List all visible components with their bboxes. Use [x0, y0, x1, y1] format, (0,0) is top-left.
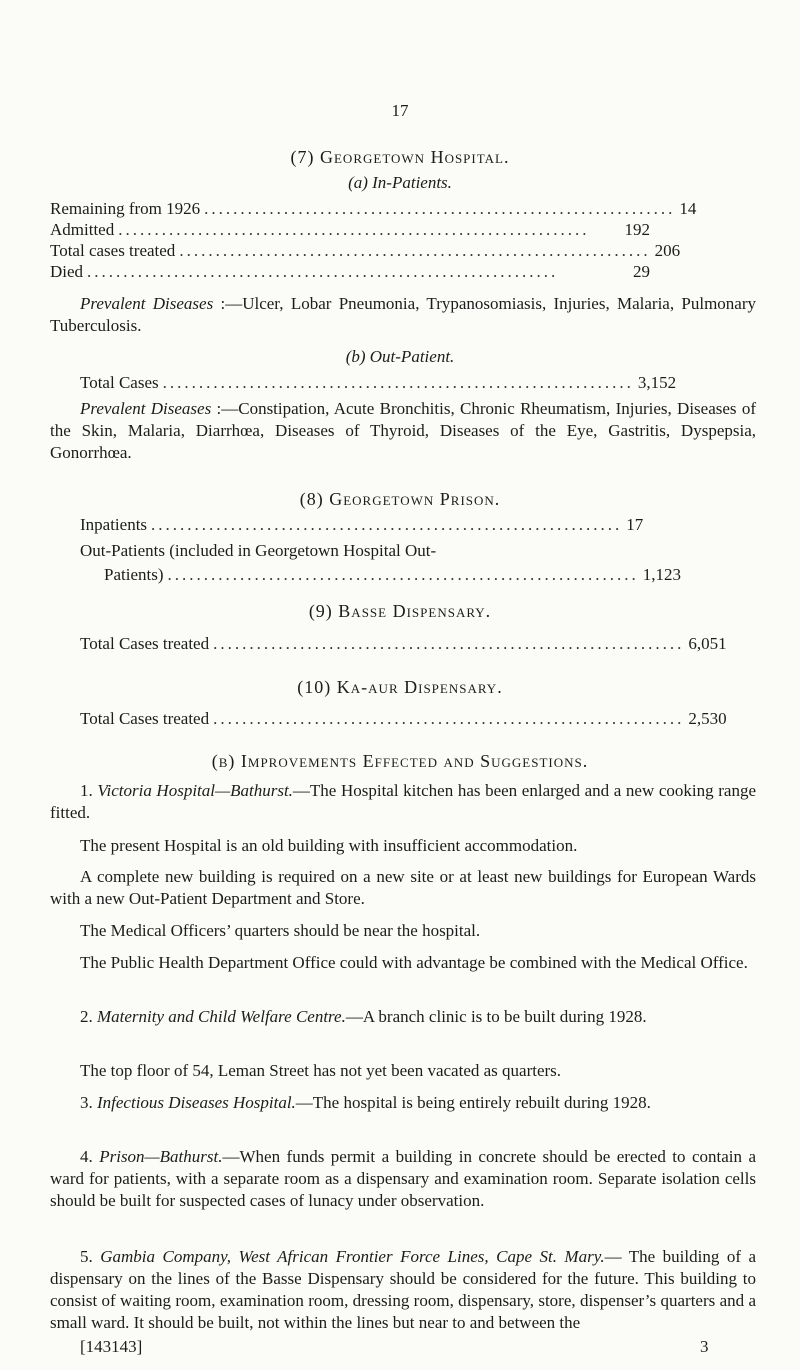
- paragraph-5: [50, 952, 756, 974]
- row-label: Admitted: [50, 220, 115, 239]
- prevalent-text: :—Ulcer, Lobar Pneumonia, Trypanosomiasis, Injuries, Malaria, Pulmonary Tuberculosis.: [50, 294, 756, 335]
- row-value: 14: [679, 199, 697, 218]
- prevalent-label: Prevalent Diseases: [80, 399, 212, 418]
- page-number: 17: [391, 101, 409, 120]
- paragraph-8: [50, 1092, 756, 1114]
- leader-dots: .................................................................: [179, 241, 651, 260]
- print-code: [143143]: [80, 1337, 143, 1356]
- para-heading: Prison—Bathurst.: [99, 1147, 223, 1166]
- para-number: 4.: [80, 1147, 100, 1166]
- para-heading: Gambia Company, West African Frontier Force Lines, Cape St. Mary.: [100, 1247, 605, 1266]
- row-label: Patients): [104, 565, 164, 584]
- row-remaining: [50, 198, 697, 220]
- para-text: — The building of a dispensary on the lines of the Basse Dispensary should be considered for the future. This building to consist of waiting room, examination room, dressing room, dispensary, store, dispenser’s quarters and a small ward. It should be built, not within the lines but near to and between the: [50, 1247, 757, 1332]
- row-label: Inpatients: [80, 515, 148, 534]
- signature-mark: 3: [700, 1337, 709, 1356]
- para-text: The top floor of 54, Leman Street has not yet been vacated as quarters.: [80, 1061, 562, 1080]
- row-value: 6,051: [688, 634, 727, 653]
- para-text: The Public Health Department Office could with advantage be combined with the Medical Office.: [80, 953, 748, 972]
- leader-dots: .................................................................: [87, 262, 559, 281]
- section-9-title: (9) Basse Dispensary.: [308, 601, 492, 621]
- para-text: The Medical Officers’ quarters should be near the hospital.: [80, 921, 481, 940]
- in-patients-heading: (a) In-Patients.: [348, 173, 452, 192]
- row-label: Died: [50, 262, 84, 281]
- row-basse-total: [80, 633, 727, 655]
- row-label: Total Cases treated: [80, 709, 210, 728]
- para-text: —The Hospital kitchen has been enlarged and a new cooking range fitted.: [50, 781, 756, 822]
- out-patient-prevalent: [50, 398, 756, 464]
- row-value: 1,123: [642, 565, 681, 584]
- para-text: The present Hospital is an old building with insufficient accommodation.: [80, 836, 578, 855]
- section-b-title: (b) Improvements Effected and Suggestions.: [211, 751, 589, 771]
- out-patients-line: Out-Patients (included in Georgetown Hospital Out-: [80, 541, 437, 560]
- prevalent-label: Prevalent Diseases: [80, 294, 214, 313]
- leader-dots: .................................................................: [213, 634, 685, 653]
- para-heading: Infectious Diseases Hospital.: [97, 1093, 296, 1112]
- row-kaaur-total: [80, 708, 727, 730]
- row-label: Total Cases treated: [80, 634, 210, 653]
- paragraph-10: [50, 1246, 756, 1334]
- leader-dots: .................................................................: [167, 565, 639, 584]
- section-7-title: (7) Georgetown Hospital.: [290, 147, 510, 167]
- paragraph-3: [50, 866, 756, 910]
- row-inpatients: [80, 514, 644, 536]
- leader-dots: .................................................................: [162, 373, 634, 392]
- para-number: 1.: [80, 781, 98, 800]
- para-text: —A branch clinic is to be built during 1928.: [345, 1007, 647, 1026]
- row-out-patients: [104, 564, 681, 586]
- paragraph-6: [50, 1006, 756, 1028]
- row-total-cases: [80, 372, 677, 394]
- row-value: 29: [633, 262, 650, 281]
- row-died: [50, 261, 650, 283]
- para-number: 5.: [80, 1247, 101, 1266]
- paragraph-7: [50, 1060, 756, 1082]
- row-label: Total Cases: [80, 373, 159, 392]
- paragraph-4: [50, 920, 756, 942]
- row-value: 206: [654, 241, 681, 260]
- out-patient-heading: (b) Out-Patient.: [345, 347, 455, 366]
- para-heading: Victoria Hospital—Bathurst.: [97, 781, 293, 800]
- leader-dots: .................................................................: [151, 515, 623, 534]
- row-value: 17: [626, 515, 644, 534]
- para-text: —The hospital is being entirely rebuilt during 1928.: [295, 1093, 651, 1112]
- row-label: Total cases treated: [50, 241, 176, 260]
- leader-dots: .................................................................: [213, 709, 685, 728]
- prevalent-text: :—Constipation, Acute Bronchitis, Chronic Rheumatism, Injuries, Diseases of the Skin, Malaria, Diarrhœa, Diseases of Thyroid, Diseases of the Eye, Gastritis, Dyspepsia, Gonorrhœa.: [50, 399, 756, 462]
- leader-dots: .................................................................: [118, 220, 590, 239]
- para-number: 2.: [80, 1007, 97, 1026]
- row-value: 192: [624, 220, 650, 239]
- paragraph-1: [50, 780, 756, 824]
- row-label: Remaining from 1926: [50, 199, 201, 218]
- section-8-title: (8) Georgetown Prison.: [299, 489, 501, 509]
- leader-dots: .................................................................: [204, 199, 676, 218]
- paragraph-2: [50, 835, 756, 857]
- para-text: —When funds permit a building in concrete should be erected to contain a ward for patients, with a separate room as a dispensary and examination room. Separate isolation cells should be built for suspected cases of lunacy under observation.: [50, 1147, 756, 1210]
- row-value: 3,152: [637, 373, 677, 392]
- paragraph-9: [50, 1146, 756, 1212]
- row-admitted: [50, 219, 650, 241]
- section-10-title: (10) Ka-aur Dispensary.: [297, 677, 503, 697]
- para-text: A complete new building is required on a new site or at least new buildings for European Wards with a new Out-Patient Department and Store.: [50, 867, 756, 908]
- row-value: 2,530: [688, 709, 727, 728]
- para-number: 3.: [80, 1093, 97, 1112]
- para-heading: Maternity and Child Welfare Centre.: [97, 1007, 346, 1026]
- row-total-treated: [50, 240, 681, 262]
- in-patients-prevalent: [50, 293, 756, 337]
